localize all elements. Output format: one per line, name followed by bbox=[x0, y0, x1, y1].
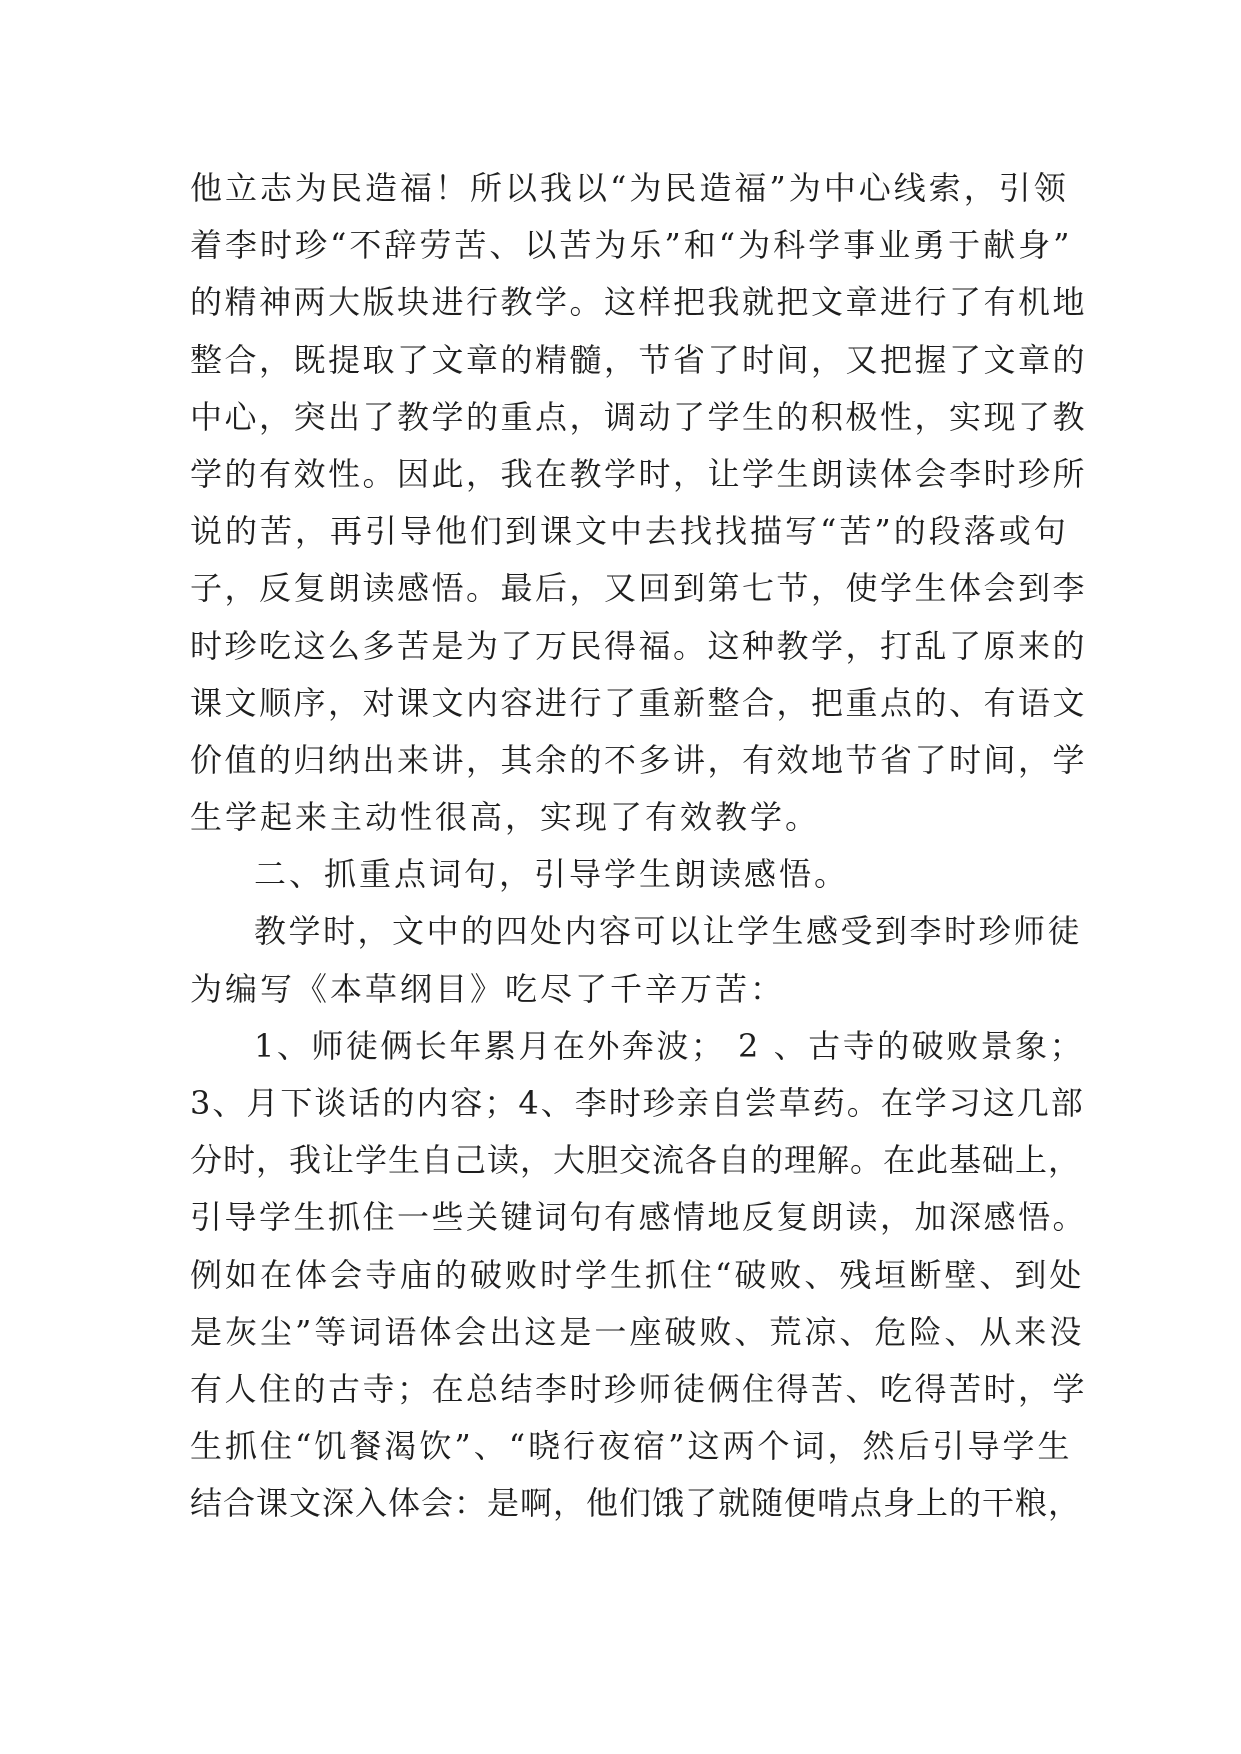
text-line: 生学起来主动性很高，实现了有效教学。 bbox=[190, 798, 821, 837]
text-line: 有人住的古寺；在总结李时珍师徒俩住得苦、吃得苦时，学 bbox=[190, 1369, 1088, 1408]
text-line: 课文顺序，对课文内容进行了重新整合，把重点的、有语文 bbox=[190, 683, 1088, 722]
text-line: 的精神两大版块进行教学。这样把我就把文章进行了有机地 bbox=[190, 283, 1088, 322]
text-line: 时珍吃这么多苦是为了万民得福。这种教学，打乱了原来的 bbox=[190, 626, 1088, 665]
text-line: 为编写《本草纲目》吃尽了千辛万苦： bbox=[190, 969, 786, 1008]
text-line: 中心，突出了教学的重点，调动了学生的积极性，实现了教 bbox=[190, 397, 1088, 436]
text-line: 价值的归纳出来讲，其余的不多讲，有效地节省了时间，学 bbox=[190, 740, 1088, 779]
text-line: 着李时珍“不辞劳苦、以苦为乐”和“为科学事业勇于献身” bbox=[190, 226, 1073, 265]
text-line: 学的有效性。因此，我在教学时，让学生朗读体会李时珍所 bbox=[190, 454, 1088, 493]
text-line: 二、抓重点词句，引导学生朗读感悟。 bbox=[254, 855, 850, 894]
text-line: 例如在体会寺庙的破败时学生抓住“破败、残垣断壁、到处 bbox=[190, 1255, 1085, 1294]
text-line: 教学时，文中的四处内容可以让学生感受到李时珍师徒 bbox=[254, 912, 1083, 951]
text-line: 说的苦，再引导他们到课文中去找找描写“苦”的段落或句 bbox=[190, 512, 1069, 551]
text-line: 3、月下谈话的内容；4、李时珍亲自尝草药。在学习这几部 bbox=[190, 1084, 1085, 1122]
document-body-text bbox=[190, 160, 1090, 1533]
text-line: 结合课文深入体会：是啊，他们饿了就随便啃点身上的干粮， bbox=[190, 1484, 1082, 1523]
text-line: 他立志为民造福！所以我以“为民造福”为中心线索，引领 bbox=[190, 169, 1069, 207]
text-line: 子，反复朗读感悟。最后，又回到第七节，使学生体会到李 bbox=[190, 569, 1088, 608]
text-line: 生抓住“饥餐渴饮”、“晓行夜宿”这两个词，然后引导学生 bbox=[190, 1427, 1073, 1466]
text-line: 引导学生抓住一些关键词句有感情地反复朗读，加深感悟。 bbox=[190, 1198, 1088, 1237]
text-line: 是灰尘”等词语体会出这是一座破败、荒凉、危险、从来没 bbox=[190, 1312, 1085, 1351]
text-line: 分时，我让学生自己读，大胆交流各自的理解。在此基础上， bbox=[190, 1141, 1082, 1180]
text-line: 整合，既提取了文章的精髓，节省了时间，又把握了文章的 bbox=[190, 340, 1088, 379]
text-line: 1、师徒俩长年累月在外奔波； 2 、古寺的破败景象； bbox=[254, 1026, 1085, 1065]
